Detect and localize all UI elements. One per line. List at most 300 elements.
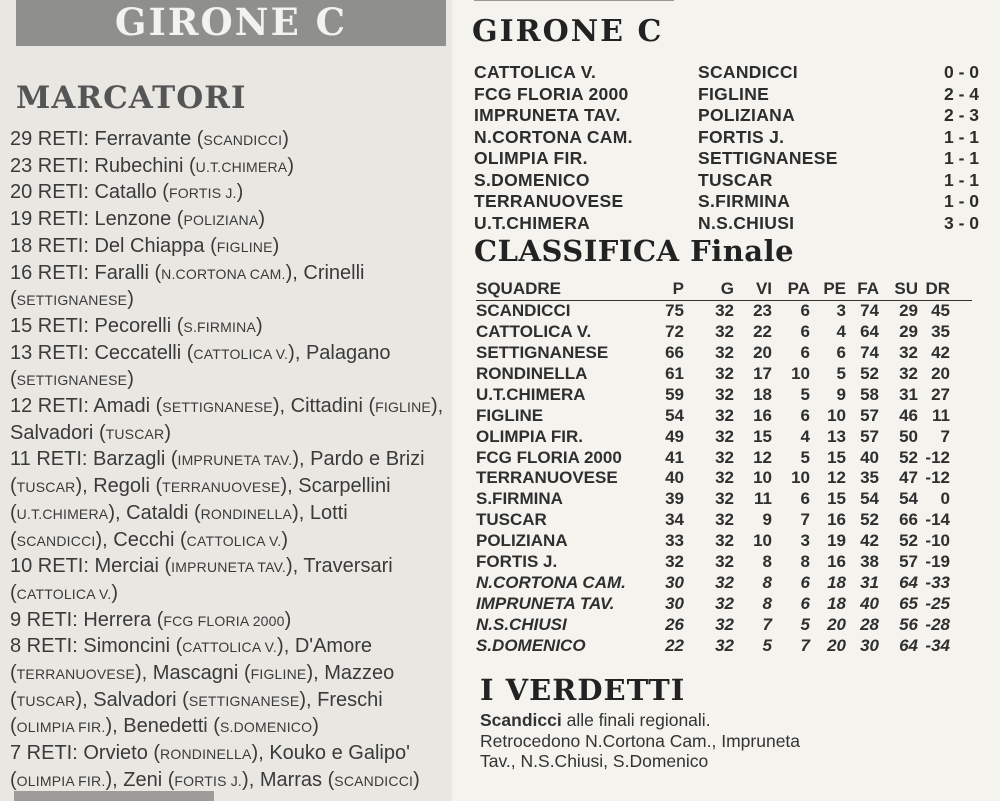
player-club: SETTIGNANESE — [188, 692, 300, 709]
column-header: SQUADRE — [476, 279, 562, 298]
scorer-entry: 7 RETI: Orvieto (RONDINELLA), Kouko e Galipo' (OLIMPIA FIR.), Zeni (FORTIS J.), Marras (SCANDICCI) — [10, 742, 420, 791]
player-club: S.DOMENICO — [219, 719, 313, 736]
player-club: SCANDICCI — [334, 772, 414, 789]
stat-cell: 32 — [715, 531, 734, 551]
player-name: Lotti — [309, 501, 348, 524]
stat-cell: 30 — [665, 573, 684, 593]
stat-cell: 61 — [665, 363, 684, 383]
stat-cell: 5 — [762, 635, 772, 655]
player-name: Salvadori — [10, 421, 94, 444]
group-banner: GIRONE C — [16, 0, 446, 46]
team-name: N.S.CHIUSI — [476, 615, 567, 634]
player-club: U.T.CHIMERA — [16, 505, 109, 522]
player-name: Ceccatelli — [94, 341, 182, 364]
stat-cell: 15 — [827, 447, 846, 467]
stat-cell: -14 — [925, 510, 950, 530]
away-team: SCANDICCI — [698, 62, 798, 82]
scorer-entry: 29 RETI: Ferravante (SCANDICCI) — [10, 128, 289, 150]
stat-cell: 16 — [753, 405, 772, 425]
stat-cell: 12 — [753, 447, 772, 467]
winner-team: Scandicci — [480, 710, 562, 730]
stat-cell: 47 — [899, 468, 918, 488]
stat-cell: 11 — [754, 489, 772, 509]
stat-cell: 10 — [753, 468, 772, 488]
stat-cell: 57 — [860, 426, 879, 446]
stat-cell: 10 — [791, 363, 810, 383]
stat-cell: 45 — [931, 300, 950, 320]
stat-cell: 40 — [860, 594, 879, 614]
stat-cell: 49 — [665, 426, 684, 446]
stat-cell: 3 — [800, 531, 810, 551]
stat-cell: 32 — [899, 363, 918, 383]
stat-cell: 59 — [665, 384, 684, 404]
player-name: Catallo — [94, 181, 157, 204]
standings-row — [476, 364, 972, 385]
verdict-relegated-line-2: Tav., N.S.Chiusi, S.Domenico — [480, 751, 709, 771]
stat-cell: -34 — [925, 635, 950, 655]
player-name: Orvieto — [83, 742, 148, 765]
player-name: Cittadini — [290, 395, 363, 418]
player-name: Scarpellini — [298, 475, 391, 498]
stat-cell: -25 — [925, 594, 950, 614]
team-name: CATTOLICA V. — [476, 321, 592, 341]
standings-row — [476, 636, 972, 657]
stat-cell: 22 — [665, 635, 684, 655]
cut-off-next-heading — [14, 791, 214, 801]
player-name: Merciai — [94, 555, 159, 578]
home-team: CATTOLICA V. — [474, 62, 597, 82]
stat-cell: 16 — [827, 510, 846, 530]
stat-cell: 6 — [800, 342, 810, 362]
stat-cell: 15 — [753, 426, 772, 446]
away-team: TUSCAR — [698, 169, 773, 190]
stat-cell: 5 — [800, 384, 810, 404]
standings-row — [476, 510, 972, 531]
column-header: FA — [857, 279, 879, 298]
player-name: Pardo e Brizi — [310, 448, 425, 471]
stat-cell: 32 — [715, 426, 734, 446]
results-column — [452, 0, 1000, 801]
home-team: FCG FLORIA 2000 — [474, 83, 629, 104]
goal-count: 7 RETI: — [10, 742, 84, 765]
stat-cell: 30 — [860, 635, 879, 655]
player-club: S.FIRMINA — [183, 318, 256, 335]
player-club: N.CORTONA CAM. — [161, 265, 286, 282]
player-club: SETTIGNANESE — [16, 292, 128, 309]
player-name: Amadi — [93, 395, 151, 418]
player-club: OLIMPIA FIR. — [16, 772, 106, 789]
team-name: FCG FLORIA 2000 — [476, 447, 622, 467]
verdicts-text — [480, 710, 970, 772]
player-name: Freschi — [317, 688, 383, 711]
stat-cell: 32 — [715, 594, 734, 614]
stat-cell: 8 — [762, 594, 772, 614]
goal-count: 10 RETI: — [10, 555, 95, 578]
stat-cell: 66 — [899, 510, 918, 530]
verdicts-heading: I VERDETTI — [480, 673, 686, 707]
cropped-header-strip — [474, 0, 674, 7]
stat-cell: 10 — [827, 405, 846, 425]
stat-cell: 7 — [800, 510, 810, 530]
player-club: FIGLINE — [216, 238, 273, 255]
scorer-entry: 16 RETI: Faralli (N.CORTONA CAM.), Crinelli (SETTIGNANESE) — [10, 261, 365, 311]
team-name: SETTIGNANESE — [476, 342, 609, 362]
stat-cell: 40 — [860, 447, 879, 467]
player-name: Pecorelli — [94, 314, 172, 337]
stat-cell: 33 — [665, 531, 684, 551]
stat-cell: 52 — [899, 447, 918, 467]
column-header: G — [720, 279, 734, 298]
player-name: Mascagni — [152, 662, 239, 685]
stat-cell: 38 — [860, 552, 879, 572]
player-club: IMPRUNETA TAV. — [171, 559, 286, 576]
team-name: TERRANUOVESE — [476, 468, 618, 488]
player-name: Ferravante — [94, 128, 192, 150]
player-club: TUSCAR — [16, 692, 76, 709]
stat-cell: 54 — [665, 405, 684, 425]
player-name: Cecchi — [113, 528, 175, 551]
result-row — [474, 105, 979, 127]
stat-cell: 20 — [931, 363, 950, 383]
stat-cell: 26 — [665, 615, 684, 634]
stat-cell: -19 — [925, 552, 950, 572]
player-name: Traversari — [303, 555, 393, 578]
stat-cell: 42 — [931, 342, 950, 362]
team-name: N.CORTONA CAM. — [476, 573, 626, 593]
result-row — [474, 191, 979, 213]
result-row — [474, 170, 979, 192]
standings-table — [476, 279, 972, 657]
match-score: 2 - 3 — [943, 105, 979, 125]
scorer-entry: 11 RETI: Barzagli (IMPRUNETA TAV.), Pardo e Brizi (TUSCAR), Regoli (TERRANUOVESE), Scarpellini (U.T.CHIMERA), Cataldi (RONDINELLA), Lotti (SCANDICCI), Cecchi (CATTOLICA V.) — [10, 448, 425, 551]
standings-row — [476, 406, 972, 427]
stat-cell: 9 — [762, 510, 772, 530]
stat-cell: 39 — [665, 489, 684, 509]
player-club: RONDINELLA — [200, 505, 293, 522]
stat-cell: 5 — [800, 447, 810, 467]
stat-cell: 32 — [715, 489, 734, 509]
player-club: TUSCAR — [16, 479, 76, 496]
away-team: FIGLINE — [698, 83, 770, 104]
column-header: P — [672, 279, 684, 298]
stat-cell: 72 — [665, 321, 684, 341]
stat-cell: 32 — [715, 300, 734, 320]
stat-cell: 20 — [753, 342, 772, 362]
player-club: FIGLINE — [375, 399, 431, 416]
player-club: FCG FLORIA 2000 — [163, 612, 285, 629]
stat-cell: 32 — [715, 363, 734, 383]
stat-cell: 8 — [762, 573, 772, 593]
player-name: Mazzeo — [324, 662, 395, 685]
scorers-list — [10, 127, 448, 795]
player-club: TERRANUOVESE — [16, 666, 135, 683]
away-team: FORTIS J. — [698, 126, 785, 147]
stat-cell: 0 — [940, 489, 950, 509]
stat-cell: 6 — [836, 342, 846, 362]
standings-row — [476, 301, 972, 322]
standings-row — [476, 531, 972, 552]
player-name: Kouko e Galipo' — [269, 742, 410, 765]
stat-cell: 35 — [931, 321, 950, 341]
stat-cell: 18 — [827, 573, 846, 593]
goal-count: 13 RETI: — [10, 341, 95, 364]
scorer-entry: 10 RETI: Merciai (IMPRUNETA TAV.), Traversari (CATTOLICA V.) — [10, 555, 393, 604]
player-club: TERRANUOVESE — [162, 479, 281, 496]
stat-cell: 54 — [860, 489, 879, 509]
team-name: RONDINELLA — [476, 363, 588, 383]
home-team: N.CORTONA CAM. — [474, 126, 633, 147]
home-team: TERRANUOVESE — [474, 191, 624, 211]
player-name: Crinelli — [303, 261, 365, 284]
stat-cell: 32 — [715, 573, 734, 593]
player-name: Rubechini — [94, 154, 184, 177]
stat-cell: 32 — [715, 510, 734, 530]
match-score: 2 - 4 — [943, 83, 979, 104]
standings-row — [476, 573, 972, 594]
result-row — [474, 62, 979, 84]
standings-heading: CLASSIFICA Finale — [474, 234, 795, 268]
stat-cell: 29 — [899, 300, 918, 320]
stat-cell: 52 — [860, 363, 879, 383]
stat-cell: 13 — [827, 426, 846, 446]
stat-cell: 4 — [836, 321, 846, 341]
stat-cell: 34 — [665, 510, 684, 530]
column-header: SU — [894, 279, 918, 298]
goal-count: 15 RETI: — [10, 314, 95, 337]
player-club: CATTOLICA V. — [16, 585, 112, 602]
home-team: OLIMPIA FIR. — [474, 148, 588, 168]
standings-row — [476, 552, 972, 573]
standings-row — [476, 594, 972, 615]
stat-cell: 7 — [940, 426, 950, 446]
stat-cell: -12 — [925, 447, 950, 467]
goal-count: 8 RETI: — [10, 635, 84, 658]
stat-cell: 17 — [753, 363, 772, 383]
player-name: Herrera — [83, 608, 152, 631]
result-row — [474, 127, 979, 149]
team-name: S.FIRMINA — [476, 489, 563, 509]
stat-cell: 10 — [753, 531, 772, 551]
stat-cell: 6 — [800, 489, 810, 509]
player-name: Faralli — [94, 261, 149, 284]
stat-cell: 40 — [665, 468, 684, 488]
stat-cell: 7 — [762, 615, 772, 634]
column-header: VI — [755, 279, 772, 298]
stat-cell: 18 — [827, 594, 846, 614]
player-club: CATTOLICA V. — [193, 345, 289, 362]
stat-cell: 6 — [800, 573, 810, 593]
team-name: FORTIS J. — [476, 552, 558, 572]
stat-cell: 3 — [836, 300, 846, 320]
stat-cell: 12 — [827, 468, 846, 488]
stat-cell: 66 — [665, 342, 684, 362]
goal-count: 19 RETI: — [10, 208, 95, 231]
stat-cell: 18 — [753, 384, 772, 404]
player-name: Marras — [259, 768, 323, 791]
player-club: CATTOLICA V. — [182, 639, 278, 656]
player-club: OLIMPIA FIR. — [16, 719, 106, 736]
stat-cell: 6 — [800, 594, 810, 614]
stat-cell: 57 — [899, 552, 918, 572]
team-name: S.DOMENICO — [476, 635, 586, 655]
stat-cell: 30 — [665, 594, 684, 614]
standings-row — [476, 427, 972, 448]
stat-cell: 32 — [715, 405, 734, 425]
match-score: 3 - 0 — [943, 212, 979, 233]
stat-cell: 5 — [836, 363, 846, 383]
stat-cell: 10 — [791, 468, 810, 488]
stat-cell: 19 — [827, 531, 846, 551]
column-header: DR — [925, 279, 950, 298]
stat-cell: 41 — [665, 447, 684, 467]
scorer-entry: 8 RETI: Simoncini (CATTOLICA V.), D'Amore (TERRANUOVESE), Mascagni (FIGLINE), Mazzeo (TUSCAR), Salvadori (SETTIGNANESE), Freschi (OLIMPIA FIR.), Benedetti (S.DOMENICO) — [10, 635, 395, 738]
home-team: U.T.CHIMERA — [474, 212, 591, 233]
standings-header-row — [476, 279, 972, 301]
player-club: RONDINELLA — [160, 746, 252, 763]
standings-row — [476, 385, 972, 406]
scorer-entry: 19 RETI: Lenzone (POLIZIANA) — [10, 208, 266, 231]
stat-cell: 31 — [899, 384, 918, 404]
stat-cell: 15 — [827, 489, 846, 509]
stat-cell: 65 — [899, 594, 918, 614]
player-name: Salvadori — [93, 688, 177, 711]
player-club: TUSCAR — [105, 425, 165, 442]
scorer-entry: 20 RETI: Catallo (FORTIS J.) — [10, 181, 244, 204]
match-score: 1 - 1 — [943, 169, 979, 190]
player-name: Del Chiappa — [94, 234, 205, 257]
goal-count: 11 RETI: — [10, 448, 93, 471]
stat-cell: 32 — [715, 342, 734, 362]
stat-cell: 56 — [899, 615, 918, 634]
stat-cell: 32 — [715, 615, 734, 634]
goal-count: 16 RETI: — [10, 261, 95, 284]
stat-cell: 32 — [715, 447, 734, 467]
player-name: Benedetti — [123, 715, 208, 738]
scorer-entry: 12 RETI: Amadi (SETTIGNANESE), Cittadini (FIGLINE), Salvadori (TUSCAR) — [10, 395, 444, 444]
verdict-relegated-line-1: Retrocedono N.Cortona Cam., Impruneta — [480, 730, 801, 751]
stat-cell: 28 — [860, 615, 879, 634]
stat-cell: 32 — [899, 342, 918, 362]
player-club: SETTIGNANESE — [16, 372, 128, 389]
standings-row — [476, 489, 972, 510]
stat-cell: 5 — [800, 615, 810, 634]
stat-cell: -33 — [925, 573, 950, 593]
stat-cell: 32 — [715, 384, 734, 404]
stat-cell: 52 — [899, 531, 918, 551]
stat-cell: 9 — [836, 384, 846, 404]
scorer-entry: 18 RETI: Del Chiappa (FIGLINE) — [10, 234, 280, 257]
stat-cell: 6 — [800, 300, 810, 320]
player-club: CATTOLICA V. — [186, 532, 282, 549]
scorers-heading: MARCATORI — [16, 80, 247, 116]
away-team: SETTIGNANESE — [698, 148, 838, 168]
stat-cell: 20 — [827, 615, 846, 634]
scorers-column — [0, 0, 452, 801]
scorer-entry: 9 RETI: Herrera (FCG FLORIA 2000) — [10, 608, 292, 631]
goal-count: 23 RETI: — [10, 154, 95, 177]
player-name: Regoli — [93, 475, 150, 498]
result-row — [474, 148, 979, 170]
match-score: 1 - 1 — [943, 126, 979, 147]
match-results — [474, 62, 979, 234]
stat-cell: 64 — [899, 573, 918, 593]
player-name: Barzagli — [93, 448, 166, 471]
stat-cell: 27 — [931, 384, 950, 404]
home-team: IMPRUNETA TAV. — [474, 105, 621, 125]
goal-count: 29 RETI: — [10, 128, 95, 150]
result-row — [474, 213, 979, 235]
player-club: IMPRUNETA TAV. — [177, 452, 293, 469]
player-club: FIGLINE — [250, 666, 307, 683]
stat-cell: 64 — [899, 635, 918, 655]
stat-cell: 64 — [860, 321, 879, 341]
team-name: IMPRUNETA TAV. — [476, 594, 615, 614]
player-name: Zeni — [123, 768, 163, 791]
stat-cell: 46 — [899, 405, 918, 425]
player-club: FORTIS J. — [168, 185, 237, 202]
scorer-entry: 13 RETI: Ceccatelli (CATTOLICA V.), Palagano (SETTIGNANESE) — [10, 341, 391, 391]
stat-cell: 8 — [800, 552, 810, 572]
stat-cell: -10 — [925, 531, 950, 551]
winner-text: alle finali regionali. — [561, 710, 711, 730]
stat-cell: 31 — [860, 573, 879, 593]
stat-cell: 6 — [800, 321, 810, 341]
verdict-winner — [480, 710, 970, 731]
player-club: SETTIGNANESE — [162, 399, 273, 416]
standings-row — [476, 448, 972, 469]
player-name: Cataldi — [126, 501, 189, 524]
home-team: S.DOMENICO — [474, 169, 590, 190]
stat-cell: 22 — [753, 321, 772, 341]
team-name: TUSCAR — [476, 510, 547, 530]
goal-count: 18 RETI: — [10, 234, 95, 257]
stat-cell: 7 — [800, 635, 810, 655]
player-name: Simoncini — [83, 635, 171, 658]
column-header: PE — [823, 279, 846, 298]
team-name: POLIZIANA — [476, 531, 568, 551]
stat-cell: 57 — [860, 405, 879, 425]
stat-cell: 32 — [665, 552, 684, 572]
goal-count: 20 RETI: — [10, 181, 95, 204]
stat-cell: 32 — [715, 468, 734, 488]
stat-cell: 74 — [860, 300, 879, 320]
scorer-entry: 23 RETI: Rubechini (U.T.CHIMERA) — [10, 154, 294, 177]
player-name: Palagano — [305, 341, 391, 364]
column-header: PA — [787, 279, 810, 298]
standings-row — [476, 322, 972, 343]
team-name: FIGLINE — [476, 405, 544, 425]
match-score: 0 - 0 — [943, 62, 979, 82]
stat-cell: 50 — [899, 426, 918, 446]
team-name: SCANDICCI — [476, 300, 571, 320]
stat-cell: -28 — [925, 615, 950, 634]
result-row — [474, 84, 979, 106]
stat-cell: 4 — [800, 426, 810, 446]
results-heading: GIRONE C — [472, 14, 664, 49]
stat-cell: 29 — [899, 321, 918, 341]
standings-row — [476, 468, 972, 489]
stat-cell: 16 — [827, 552, 846, 572]
stat-cell: 75 — [665, 300, 684, 320]
standings-row — [476, 343, 972, 364]
stat-cell: 52 — [860, 510, 879, 530]
stat-cell: 11 — [932, 405, 950, 425]
player-name: Lenzone — [94, 208, 172, 231]
stat-cell: 58 — [860, 384, 879, 404]
player-club: SCANDICCI — [203, 132, 283, 148]
stat-cell: 35 — [860, 468, 879, 488]
team-name: U.T.CHIMERA — [476, 384, 586, 404]
